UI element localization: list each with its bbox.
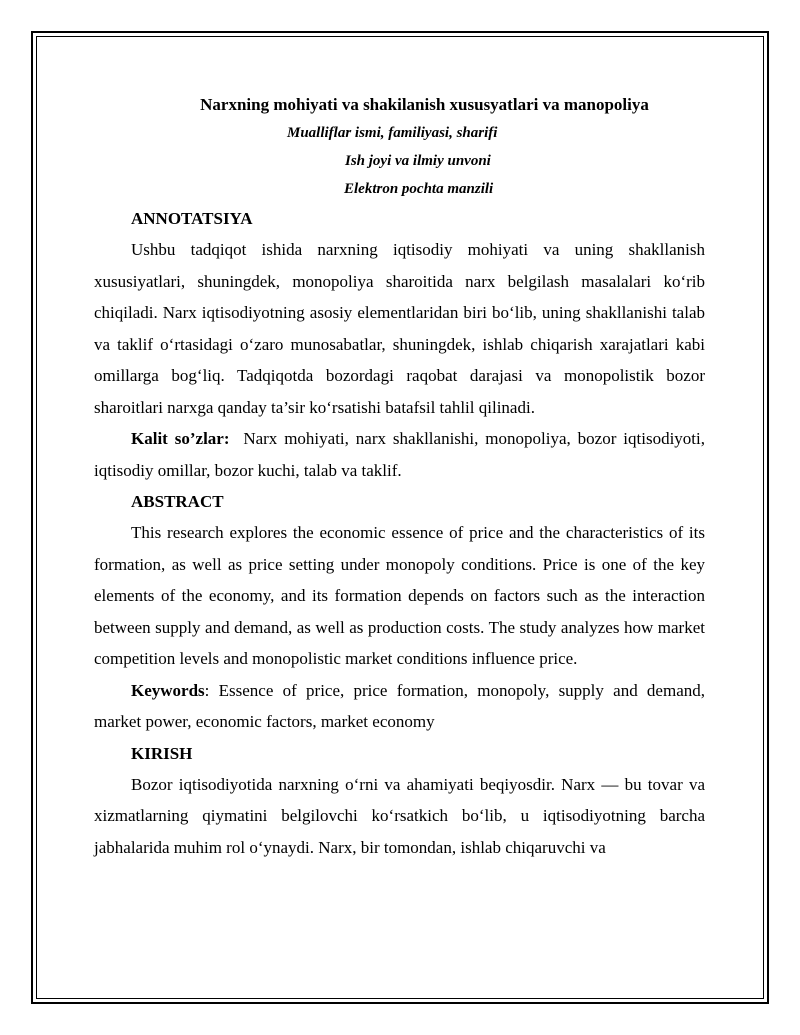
email-line: Elektron pochta manzili	[344, 181, 494, 197]
annotation-keywords-text: Narx mohiyati, narx shakllanishi, monopoliya, bozor iqtisodiyoti, iqtisodiy omillar, bozor kuchi, talab va taklif.	[94, 429, 710, 480]
workplace-line: Ish joyi va ilmiy unvoni	[345, 153, 491, 169]
paper-title: Narxning mohiyati va shakilanish xususyatlari va manopoliya	[200, 95, 649, 114]
abstract-keywords	[94, 675, 705, 738]
annotation-text: Ushbu tadqiqot ishida narxning iqtisodiy mohiyati va uning shakllanish xususiyatlari, shuningdek, monopoliya sharoitida narx belgilash masalalari ko‘rib chiqiladi. Narx iqtisodiyotning asosiy elementlaridan biri bo‘lib, uning shakllanishi talab va taklif o‘rtasidagi o‘zaro munosabatlar, shuningdek, ishlab chiqarish xarajatlari kabi omillarga bog‘liq. Tadqiqotda bozordagi raqobat darajasi va monopolistik bozor sharoitlari narxga qanday ta’sir ko‘rsatishi batafsil tahlil qilinadi.	[94, 240, 705, 417]
paper-content	[94, 91, 710, 863]
authors-line: Mualliflar ismi, familiyasi, sharifi	[287, 125, 498, 141]
abstract-heading: ABSTRACT	[131, 492, 224, 511]
annotation-keywords-label: Kalit so’zlar:	[131, 429, 230, 448]
abstract-text: This research explores the economic essence of price and the characteristics of its formation, as well as price setting under monopoly conditions. Price is one of the key elements of the economy, and its formation depends on factors such as the interaction between supply and demand, as well as production costs. The study analyzes how market competition levels and monopolistic market conditions influence price.	[94, 523, 705, 668]
annotation-heading: ANNOTATSIYA	[131, 209, 253, 228]
annotation-keywords	[94, 423, 710, 486]
abstract-keywords-label: Keywords	[131, 680, 205, 700]
abstract-keywords-text: : Essence of price, price formation, monopoly, supply and demand, market power, economic factors, market economy	[94, 680, 705, 731]
introduction-heading: KIRISH	[131, 743, 193, 763]
introduction-text: Bozor iqtisodiyotida narxning o‘rni va ahamiyati beqiyosdir. Narx — bu tovar va xizmatlarning qiymatini belgilovchi ko‘rsatkich bo‘lib, u iqtisodiyotning barcha jabhalarida muhim rol o‘ynaydi. Narx, bir tomondan, ishlab chiqaruvchi va	[94, 774, 705, 857]
